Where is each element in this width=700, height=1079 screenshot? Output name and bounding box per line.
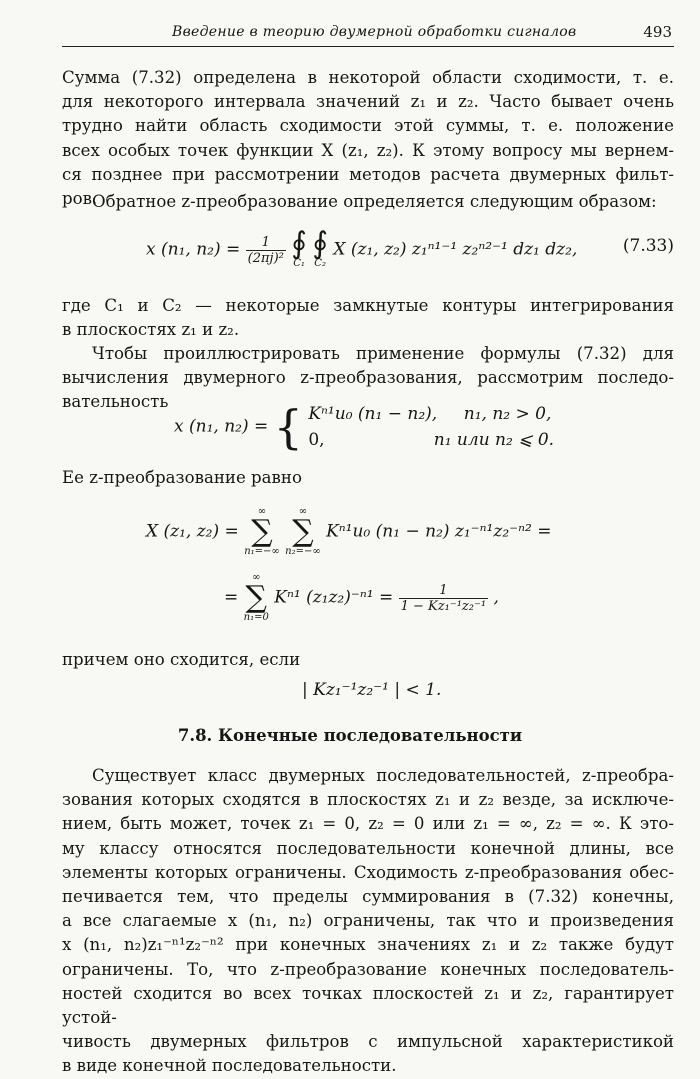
text-line: Ее z-преобразование равно xyxy=(62,468,302,487)
equation-number: (7.33) xyxy=(622,236,674,256)
page-number: 493 xyxy=(643,23,672,41)
fraction xyxy=(399,583,488,614)
contour-integral-1 xyxy=(291,226,307,270)
equation-double-sum xyxy=(146,506,551,558)
cases xyxy=(308,401,554,453)
text-line: му классу относятся последовательности конечной длины, все xyxy=(62,838,674,858)
case-row xyxy=(308,401,554,427)
text-line: Существует класс двумерных последовательностей, z-преобра- xyxy=(92,766,674,785)
text-line: в виде конечной последовательности. xyxy=(62,1056,397,1076)
sigma-icon: ∑ xyxy=(292,514,314,549)
contour-label: C₁ xyxy=(293,258,305,269)
text-line: Обратное z-преобразование определяется следующим образом: xyxy=(92,192,657,211)
text-line: x (n₁, n₂)z₁⁻ⁿ¹z₂⁻ⁿ² при конечных значениях z₁ и z₂ также будут xyxy=(62,935,674,955)
equation-sequence-definition xyxy=(174,400,554,454)
contour-integral-icon: ∮ xyxy=(291,226,307,261)
equation-inverse-z-transform xyxy=(146,226,578,270)
text-line: печивается тем, что пределы суммирования в (7.32) конечны, xyxy=(62,887,674,907)
sum-lower-limit: n₂=−∞ xyxy=(285,546,321,557)
text-line: ограничены. То, что z-преобразование конечных последователь- xyxy=(62,959,674,979)
running-head: Введение в теорию двумерной обработки сигналов xyxy=(172,24,577,40)
fraction-numerator: 1 xyxy=(399,583,488,599)
section-title: 7.8. Конечные последовательности xyxy=(177,726,523,745)
case-condition: n₁, n₂ > 0, xyxy=(463,404,552,424)
paragraph-inverse-intro xyxy=(92,190,674,214)
contour-label: C₂ xyxy=(314,258,326,269)
summation xyxy=(244,572,269,624)
paragraph-convergence-condition xyxy=(62,648,674,672)
case-row xyxy=(308,427,554,453)
equation-lhs: X (z₁, z₂) = xyxy=(146,521,239,542)
equation-lhs: x (n₁, n₂) = xyxy=(146,239,241,260)
equation-convergence: | Kz₁⁻¹z₂⁻¹ | < 1. xyxy=(302,680,442,700)
left-brace-icon: { xyxy=(273,400,303,454)
equation-tail: , xyxy=(493,587,499,608)
sigma-icon: ∑ xyxy=(245,580,267,615)
equation-body: Kⁿ¹ (z₁z₂)⁻ⁿ¹ = xyxy=(274,587,394,608)
text-line: ров. xyxy=(62,189,98,209)
text-line: элементы которых ограничены. Сходимость z-преобразования обес- xyxy=(62,862,674,882)
paragraph-contours xyxy=(62,294,674,342)
paragraph-transform-intro xyxy=(62,466,674,490)
text-line: нием, быть может, точек z₁ = 0, z₂ = 0 или z₁ = ∞, z₂ = ∞. К это- xyxy=(62,814,674,834)
equation-body: X (z₁, z₂) z₁ⁿ¹⁻¹ z₂ⁿ²⁻¹ dz₁ dz₂, xyxy=(333,239,578,260)
summation-1 xyxy=(244,506,280,558)
text-line: всех особых точек функции X (z₁, z₂). К этому вопросу мы вернем- xyxy=(62,140,674,160)
text-line: причем оно сходится, если xyxy=(62,650,301,669)
text-line: где C₁ и C₂ — некоторые замкнутые контуры интегрирования xyxy=(62,296,674,315)
case-expression: Kⁿ¹u₀ (n₁ − n₂), xyxy=(308,404,438,424)
text-line: Чтобы проиллюстрировать применение формулы (7.32) для xyxy=(92,344,674,363)
summation-2 xyxy=(285,506,321,558)
equation-body: Kⁿ¹u₀ (n₁ − n₂) z₁⁻ⁿ¹z₂⁻ⁿ² = xyxy=(326,521,552,542)
equals-sign: = xyxy=(224,587,239,608)
fraction-numerator: 1 xyxy=(246,235,286,251)
fraction-denominator: (2πj)² xyxy=(247,250,284,266)
text-line: зования которых сходятся в плоскостях z₁ и z₂ везде, за исключе- xyxy=(62,790,674,810)
sum-upper-limit: ∞ xyxy=(257,506,267,517)
fraction xyxy=(246,235,286,266)
case-expression: 0, xyxy=(308,430,325,450)
text-line: а все слагаемые x (n₁, n₂) ограничены, так что и произведения xyxy=(62,911,674,931)
text-line: вычисления двумерного z-преобразования, рассмотрим последо- xyxy=(62,368,674,388)
equation-single-sum xyxy=(224,572,499,624)
sigma-icon: ∑ xyxy=(251,514,273,549)
paragraph-finite-sequences xyxy=(62,764,674,1079)
page-header xyxy=(62,20,674,47)
text-line: в плоскостях z₁ и z₂. xyxy=(62,320,240,340)
sum-upper-limit: ∞ xyxy=(252,572,261,583)
text-line: Сумма (7.32) определена в некоторой области сходимости, т. е. xyxy=(62,68,674,87)
fraction-denominator: 1 − Kz₁⁻¹z₂⁻¹ xyxy=(400,598,487,614)
contour-integral-icon: ∮ xyxy=(312,226,328,261)
sum-lower-limit: n₁=0 xyxy=(243,612,269,623)
sum-lower-limit: n₁=−∞ xyxy=(244,546,280,557)
case-condition: n₁ или n₂ ⩽ 0. xyxy=(433,430,555,450)
text-line: чивость двумерных фильтров с импульсной характеристикой xyxy=(62,1032,674,1052)
text-line: ся позднее при рассмотрении методов расчета двумерных фильт- xyxy=(62,164,674,184)
contour-integral-2 xyxy=(312,226,328,270)
text-line: ностей сходится во всех точках плоскостей z₁ и z₂, гарантирует устой- xyxy=(62,983,674,1028)
text-line: трудно найти область сходимости этой суммы, т. е. положение xyxy=(62,116,674,136)
text-line: вательность xyxy=(62,392,169,412)
equation-lhs: x (n₁, n₂) = xyxy=(174,416,269,437)
sum-upper-limit: ∞ xyxy=(298,506,308,517)
text-line: для некоторого интервала значений z₁ и z₂. Часто бывает очень xyxy=(62,92,674,112)
